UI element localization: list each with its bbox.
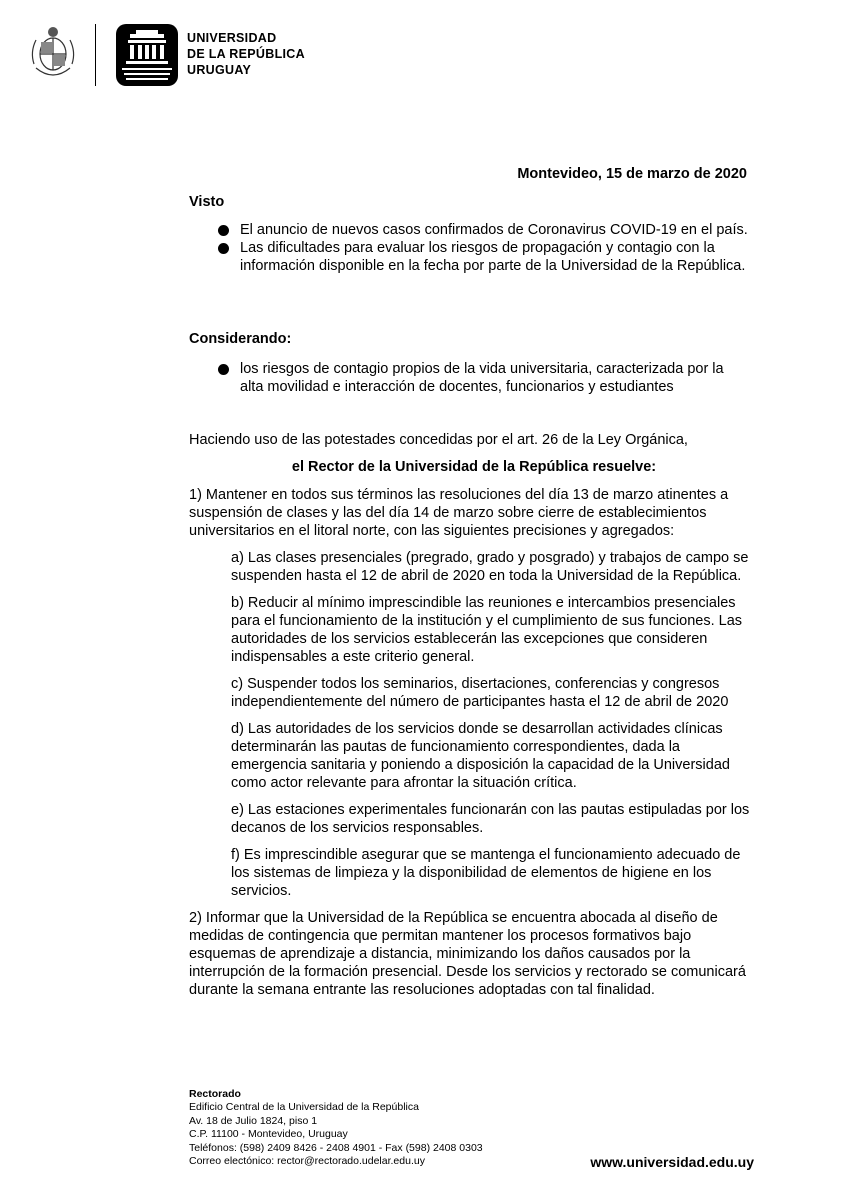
list-item [189,221,749,239]
university-name-line: UNIVERSIDAD [187,31,277,45]
list-item [189,360,749,396]
national-coat-of-arms-icon [26,24,80,86]
subpoint-f: f) Es imprescindible asegurar que se mantenga el funcionamiento adecuado de los sistemas de limpieza y la disponibilidad de elementos de higiene en los servicios. [231,847,741,899]
subpoint-b: b) Reducir al mínimo imprescindible las reuniones e intercambios presenciales para el funcionamiento de la institución y el cumplimiento de sus funciones. Las autoridades de los servicios establecerán las excepciones que consideren indispensables a este criterio general. [231,595,743,665]
university-name [187,30,305,78]
university-logo-icon [116,24,178,86]
bullet-icon [218,243,229,254]
footer-line: Teléfonos: (598) 2409 8426 - 2408 4901 - Fax (598) 2408 0303 [189,1141,483,1154]
subpoint-c: c) Suspender todos los seminarios, disertaciones, conferencias y congresos independientemente del número de participantes hasta el 12 de abril de 2020 [231,676,729,710]
list-item-text: El anuncio de nuevos casos confirmados de Coronavirus COVID-19 en el país. [240,222,748,238]
bullet-icon [218,364,229,375]
list-item-text: los riesgos de contagio propios de la vida universitaria, caracterizada por la alta movilidad e interacción de docentes, funcionarios y estudiantes [240,361,724,395]
list-item [189,239,749,275]
preamble: Haciendo uso de las potestades concedidas por el art. 26 de la Ley Orgánica, [189,432,688,448]
point-1: 1) Mantener en todos sus términos las resoluciones del día 13 de marzo atinentes a suspensión de clases y las del día 14 de marzo sobre cierre de establecimientos universitarios en el litoral norte, con las siguientes precisiones y agregados: [189,487,729,539]
website-link[interactable]: www.universidad.edu.uy [590,1154,754,1170]
point-2: 2) Informar que la Universidad de la República se encuentra abocada al diseño de medidas de contingencia que permitan mantener los procesos formativos bajo esquemas de aprendizaje a distancia, minimizando los daños causados por la interrupción de la formación presencial. Desde los servicios y rectorado se comunicará durante la semana entrante las resoluciones adoptadas con tal finalidad. [189,910,746,998]
list-item-text: Las dificultades para evaluar los riesgos de propagación y contagio con la información disponible en la fecha por parte de la Universidad de la República. [240,240,746,274]
university-name-line: DE LA REPÚBLICA [187,47,305,61]
footer-address [189,1088,483,1168]
visto-section [189,193,749,275]
footer-line: Edificio Central de la Universidad de la República [189,1101,419,1114]
document-date: Montevideo, 15 de marzo de 2020 [517,166,747,182]
bullet-icon [218,225,229,236]
footer-line: Av. 18 de Julio 1824, piso 1 [189,1114,318,1127]
considerando-section [189,330,749,396]
subpoint-e: e) Las estaciones experimentales funcionarán con las pautas estipuladas por los decanos de los servicios responsables. [231,802,750,836]
university-name-line: URUGUAY [187,63,252,77]
considerando-list [189,360,749,396]
resolution-section [189,431,759,999]
visto-heading: Visto [189,194,225,210]
subpoint-a: a) Las clases presenciales (pregrado, grado y posgrado) y trabajos de campo se suspenden hasta el 12 de abril de 2020 en toda la Universidad de la República. [231,550,749,584]
footer-email: Correo electónico: rector@rectorado.udelar.edu.uy [189,1155,425,1168]
resolution-heading: el Rector de la Universidad de la República resuelve: [291,459,657,475]
subpoint-d: d) Las autoridades de los servicios donde se desarrollan actividades clínicas determinarán las pautas de funcionamiento correspondientes, dada la emergencia sanitaria y poniendo a disposición la capacidad de la Universidad como actor relevante para afrontar la situación crítica. [231,721,730,791]
header-divider [95,24,96,86]
letterhead [24,22,344,88]
footer-line: C.P. 11100 - Montevideo, Uruguay [189,1128,348,1141]
visto-list [189,221,749,275]
subpoints [189,549,759,900]
footer-title: Rectorado [189,1088,241,1100]
considerando-heading: Considerando: [189,331,292,347]
